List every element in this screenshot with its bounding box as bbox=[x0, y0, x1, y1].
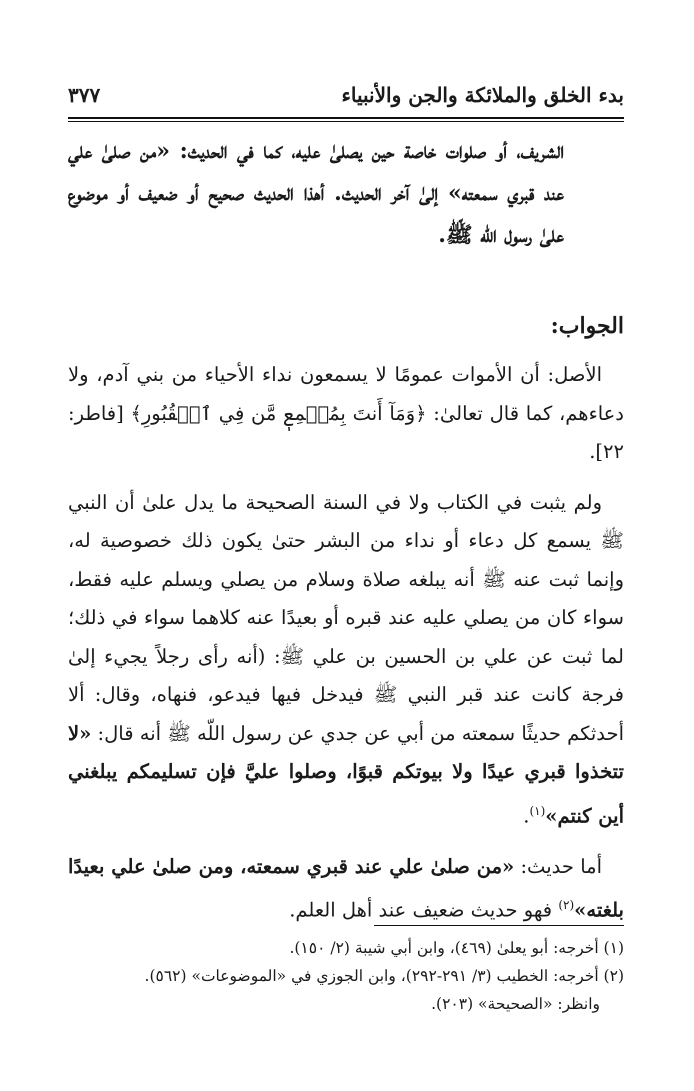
footnotes bbox=[68, 934, 624, 1018]
answer-paragraph-2 bbox=[68, 484, 624, 836]
paragraph-3-end: فهو حديث ضعيف عند أهل العلم. bbox=[289, 898, 559, 922]
paragraph-2-text: ولم يثبت في الكتاب ولا في السنة الصحيحة ما يدل علىٰ أن النبي ﷺ يسمع كل دعاء أو نداء من البشر حتىٰ يكون ذلك خصوصية له، وإنما ثبت عنه ﷺ أنه يبلغه صلاة وسلام من يصلي ويسلم عليه فقط، سواء كان من يصلي عليه عند قبره أو بعيدًا عنه كلاهما سواء في ذلك؛ لما ثبت عن علي بن الحسين بن علي ﷺ: (أنه رأى رجلاً يجيء إلىٰ فرجة كانت عند قبر النبي ﷺ فيدخل فيها فيدعو، فنهاه، وقال: ألا أحدثكم حديثًا سمعته من أبي عن جدي عن رسول اللّه ﷺ أنه قال: bbox=[68, 490, 624, 745]
footnote-2: (٢) أخرجه: الخطيب (٣/ ٢٩١-٢٩٢)، وابن الجوزي في «الموضوعات» (٥٦٢). bbox=[144, 967, 624, 985]
answer-body bbox=[68, 356, 624, 942]
question-text: الشريف، أو صلوات خاصة حين يصلىٰ عليه، كما في الحديث: «من صلىٰ علي عند قبري سمعته» إلىٰ آخر الحديث. أهذا الحديث صحيح أو ضعيف أو موضوع علىٰ رسول اللّه ﷺ. bbox=[68, 138, 564, 248]
page-number: ٣٧٧ bbox=[68, 83, 101, 107]
footnote-rule bbox=[374, 925, 624, 926]
page-header bbox=[68, 78, 624, 112]
header-rule bbox=[68, 117, 624, 122]
footnote-2-continued: وانظر: «الصحيحة» (٢٠٣). bbox=[431, 995, 600, 1013]
footnote-1: (١) أخرجه: أبو يعلىٰ (٤٦٩)، وابن أبي شيبة (٢/ ١٥٠). bbox=[289, 939, 624, 957]
answer-paragraph-1: الأصل: أن الأموات عمومًا لا يسمعون نداء الأحياء من بني آدم، ولا دعاءهم، كما قال تعالىٰ: ﴿وَمَآ أَنتَ بِمُسۡمِعٖ مَّن فِي ٱلۡقُبُورِ﴾ [فاطر: ٢٢]. bbox=[68, 363, 624, 463]
paragraph-2-end: . bbox=[523, 804, 530, 827]
footnote-ref-2: (٢) bbox=[558, 898, 575, 912]
footnote-ref-1: (١) bbox=[529, 803, 546, 818]
hadith-quote-1: «لا تتخذوا قبري عيدًا ولا بيوتكم قبوًا، وصلوا عليَّ فإن تسليمكم يبلغني أين كنتم» bbox=[68, 721, 624, 827]
answer-heading: الجواب: bbox=[550, 313, 624, 339]
running-title: بدء الخلق والملائكة والجن والأنبياء bbox=[341, 83, 624, 107]
hadith-quote-2: «من صلىٰ علي عند قبري سمعته، ومن صلىٰ علي بعيدًا بلغته» bbox=[68, 854, 624, 922]
paragraph-3-start: أما حديث: bbox=[514, 854, 602, 878]
answer-paragraph-3 bbox=[68, 848, 624, 931]
